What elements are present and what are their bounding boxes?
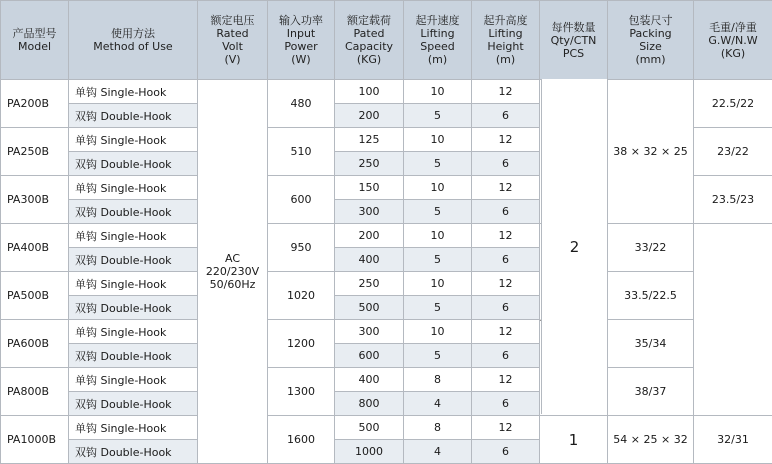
- height-cell: 6: [472, 392, 540, 416]
- method-cell: 单钩 Single-Hook: [69, 80, 198, 104]
- height-cell: 12: [472, 80, 540, 104]
- weight-cell: 33/22: [608, 224, 694, 272]
- power-cell: 950: [268, 224, 335, 272]
- weight-cell: 32/31: [694, 416, 772, 464]
- method-cell: 双钩 Double-Hook: [69, 200, 198, 224]
- capacity-cell: 400: [335, 368, 404, 392]
- capacity-cell: 200: [335, 104, 404, 128]
- speed-cell: 10: [404, 272, 472, 296]
- header-rated-volt: 额定电压 Rated Volt (V): [198, 1, 268, 80]
- height-cell: 12: [472, 224, 540, 248]
- model-cell: PA800B: [1, 368, 69, 416]
- table-row: [1, 368, 772, 392]
- speed-cell: 8: [404, 416, 472, 440]
- height-cell: 12: [472, 320, 540, 344]
- method-cell: 单钩 Single-Hook: [69, 176, 198, 200]
- capacity-cell: 300: [335, 320, 404, 344]
- method-cell: 双钩 Double-Hook: [69, 152, 198, 176]
- speed-cell: 5: [404, 344, 472, 368]
- speed-cell: 10: [404, 176, 472, 200]
- capacity-cell: 800: [335, 392, 404, 416]
- table-row: [1, 80, 772, 104]
- qty-value: 2: [570, 238, 580, 256]
- power-cell: 1300: [268, 368, 335, 416]
- height-cell: 6: [472, 440, 540, 464]
- method-cell: 单钩 Single-Hook: [69, 272, 198, 296]
- capacity-cell: 600: [335, 344, 404, 368]
- power-cell: 510: [268, 128, 335, 176]
- speed-cell: 5: [404, 248, 472, 272]
- method-cell: 单钩 Single-Hook: [69, 368, 198, 392]
- header-input-power: 输入功率 Input Power (W): [268, 1, 335, 80]
- capacity-cell: 200: [335, 224, 404, 248]
- header-method: 使用方法 Method of Use: [69, 1, 198, 80]
- power-cell: 480: [268, 80, 335, 128]
- capacity-cell: 250: [335, 272, 404, 296]
- speed-cell: 5: [404, 296, 472, 320]
- header-capacity: 额定载荷 Pated Capacity (KG): [335, 1, 404, 80]
- table-row: [1, 320, 772, 344]
- height-cell: 12: [472, 368, 540, 392]
- height-cell: 6: [472, 248, 540, 272]
- power-cell: 600: [268, 176, 335, 224]
- model-cell: PA400B: [1, 224, 69, 272]
- height-cell: 6: [472, 296, 540, 320]
- capacity-cell: 1000: [335, 440, 404, 464]
- method-cell: 单钩 Single-Hook: [69, 224, 198, 248]
- weight-cell: 22.5/22: [694, 80, 772, 128]
- rated-volt-cell: AC 220/230V 50/60Hz: [198, 80, 268, 464]
- speed-cell: 5: [404, 152, 472, 176]
- packing-cell: 38 × 32 × 25: [608, 80, 694, 224]
- qty-cell-large: [541, 79, 608, 414]
- height-cell: 6: [472, 104, 540, 128]
- height-cell: 12: [472, 272, 540, 296]
- header-packing-size: 包装尺寸 Packing Size (mm): [608, 1, 694, 80]
- method-cell: 单钩 Single-Hook: [69, 128, 198, 152]
- method-cell: 双钩 Double-Hook: [69, 248, 198, 272]
- height-cell: 12: [472, 128, 540, 152]
- model-cell: PA200B: [1, 80, 69, 128]
- speed-cell: 5: [404, 200, 472, 224]
- method-cell: 双钩 Double-Hook: [69, 344, 198, 368]
- method-cell: 双钩 Double-Hook: [69, 104, 198, 128]
- capacity-cell: 500: [335, 296, 404, 320]
- height-cell: 12: [472, 416, 540, 440]
- speed-cell: 4: [404, 440, 472, 464]
- capacity-cell: 125: [335, 128, 404, 152]
- height-cell: 6: [472, 344, 540, 368]
- method-cell: 双钩 Double-Hook: [69, 296, 198, 320]
- weight-cell: 23/22: [694, 128, 772, 176]
- method-cell: 单钩 Single-Hook: [69, 416, 198, 440]
- speed-cell: 10: [404, 320, 472, 344]
- header-lifting-speed: 起升速度 Lifting Speed (m): [404, 1, 472, 80]
- speed-cell: 10: [404, 128, 472, 152]
- height-cell: 12: [472, 176, 540, 200]
- height-cell: 6: [472, 152, 540, 176]
- model-cell: PA300B: [1, 176, 69, 224]
- speed-cell: 10: [404, 80, 472, 104]
- capacity-cell: 250: [335, 152, 404, 176]
- packing-cell: 54 × 25 × 32: [608, 416, 694, 464]
- header-qty-ctn: 每件数量 Qty/CTN PCS: [540, 1, 608, 80]
- table-row: [1, 416, 772, 440]
- header-weight: 毛重/净重 G.W/N.W (KG): [694, 1, 772, 80]
- model-cell: PA1000B: [1, 416, 69, 464]
- power-cell: 1600: [268, 416, 335, 464]
- power-cell: 1020: [268, 272, 335, 320]
- header-model: 产品型号 Model: [1, 1, 69, 80]
- height-cell: 6: [472, 200, 540, 224]
- header-lifting-height: 起升高度 Lifting Height (m): [472, 1, 540, 80]
- method-cell: 单钩 Single-Hook: [69, 320, 198, 344]
- weight-cell: 33.5/22.5: [608, 272, 694, 320]
- qty-cell: 1: [540, 416, 608, 464]
- weight-cell: 35/34: [608, 320, 694, 368]
- weight-cell: 23.5/23: [694, 176, 772, 224]
- speed-cell: 10: [404, 224, 472, 248]
- model-cell: PA250B: [1, 128, 69, 176]
- method-cell: 双钩 Double-Hook: [69, 392, 198, 416]
- speed-cell: 5: [404, 104, 472, 128]
- capacity-cell: 300: [335, 200, 404, 224]
- speed-cell: 4: [404, 392, 472, 416]
- capacity-cell: 150: [335, 176, 404, 200]
- power-cell: 1200: [268, 320, 335, 368]
- header-row: [1, 1, 772, 80]
- capacity-cell: 400: [335, 248, 404, 272]
- weight-cell: 38/37: [608, 368, 694, 416]
- speed-cell: 8: [404, 368, 472, 392]
- table-row: [1, 272, 772, 296]
- model-cell: PA500B: [1, 272, 69, 320]
- model-cell: PA600B: [1, 320, 69, 368]
- table-row: [1, 224, 772, 248]
- capacity-cell: 500: [335, 416, 404, 440]
- capacity-cell: 100: [335, 80, 404, 104]
- method-cell: 双钩 Double-Hook: [69, 440, 198, 464]
